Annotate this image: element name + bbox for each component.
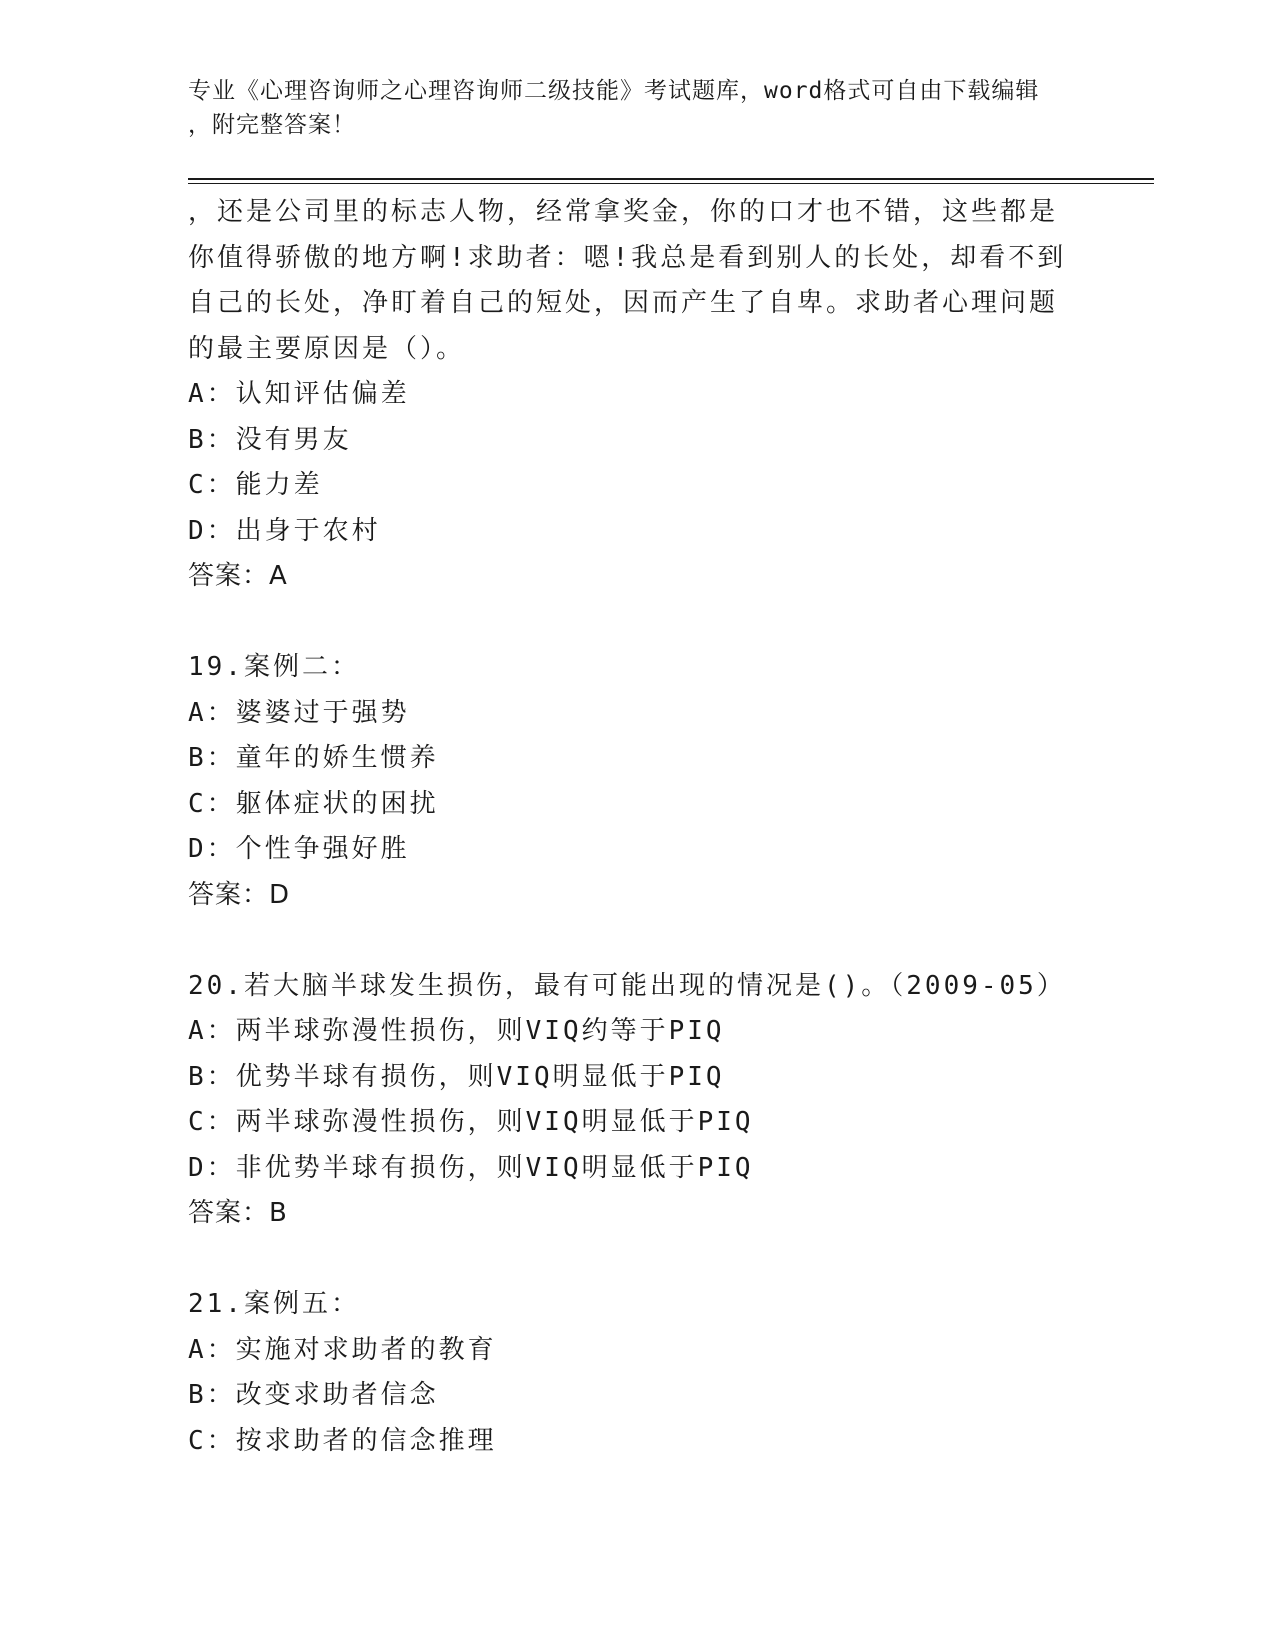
spacer bbox=[188, 600, 1088, 646]
option-a: A：认知评估偏差 bbox=[188, 379, 410, 409]
spacer bbox=[188, 1237, 1088, 1283]
option-a: A：两半球弥漫性损伤，则VIQ约等于PIQ bbox=[188, 1016, 725, 1046]
option-d: D：出身于农村 bbox=[188, 515, 381, 546]
question-18 bbox=[188, 190, 1088, 600]
option-a: A：婆婆过于强势 bbox=[188, 697, 410, 728]
question-stem: 20.若大脑半球发生损伤，最有可能出现的情况是()。（2009-05） bbox=[188, 970, 1066, 1001]
option-c: C：能力差 bbox=[188, 470, 323, 500]
option-c: C：两半球弥漫性损伤，则VIQ明显低于PIQ bbox=[188, 1107, 754, 1137]
option-c: C：按求助者的信念推理 bbox=[188, 1425, 497, 1456]
option-b: B：优势半球有损伤，则VIQ明显低于PIQ bbox=[188, 1061, 725, 1092]
option-b: B：改变求助者信念 bbox=[188, 1380, 439, 1410]
answer-label: 答案：D bbox=[188, 879, 291, 910]
question-stem: 19.案例二： bbox=[188, 652, 360, 682]
question-stem-line: 自己的长处，净盯着自己的短处，因而产生了自卑。求助者心理问题 bbox=[188, 288, 1059, 318]
question-19 bbox=[188, 645, 1088, 918]
option-c: C：躯体症状的困扰 bbox=[188, 788, 439, 819]
header-title-line2: ，附完整答案！ bbox=[188, 112, 356, 138]
question-list bbox=[188, 190, 1088, 1464]
question-stem: 21.案例五： bbox=[188, 1289, 360, 1319]
question-stem-line: 的最主要原因是（）。 bbox=[188, 333, 466, 364]
answer-label: 答案：A bbox=[188, 561, 288, 591]
spacer bbox=[188, 918, 1088, 964]
answer-label: 答案：B bbox=[188, 1198, 288, 1228]
header-rule-thin bbox=[188, 183, 1154, 184]
header-rule-thick bbox=[188, 178, 1154, 180]
option-d: D：个性争强好胜 bbox=[188, 834, 410, 864]
question-stem-line: ，还是公司里的标志人物，经常拿奖金，你的口才也不错，这些都是 bbox=[188, 197, 1059, 227]
header-title-line1: 专业《心理咨询师之心理咨询师二级技能》考试题库，word格式可自由下载编辑 bbox=[188, 78, 1040, 104]
option-a: A：实施对求助者的教育 bbox=[188, 1334, 497, 1365]
option-b: B：童年的娇生惯养 bbox=[188, 743, 439, 773]
question-20 bbox=[188, 964, 1088, 1237]
question-stem-line: 你值得骄傲的地方啊!求助者：嗯!我总是看到别人的长处，却看不到 bbox=[188, 242, 1067, 273]
question-21 bbox=[188, 1282, 1088, 1464]
option-d: D：非优势半球有损伤，则VIQ明显低于PIQ bbox=[188, 1152, 754, 1183]
option-b: B：没有男友 bbox=[188, 424, 352, 455]
document-header bbox=[188, 74, 1088, 142]
